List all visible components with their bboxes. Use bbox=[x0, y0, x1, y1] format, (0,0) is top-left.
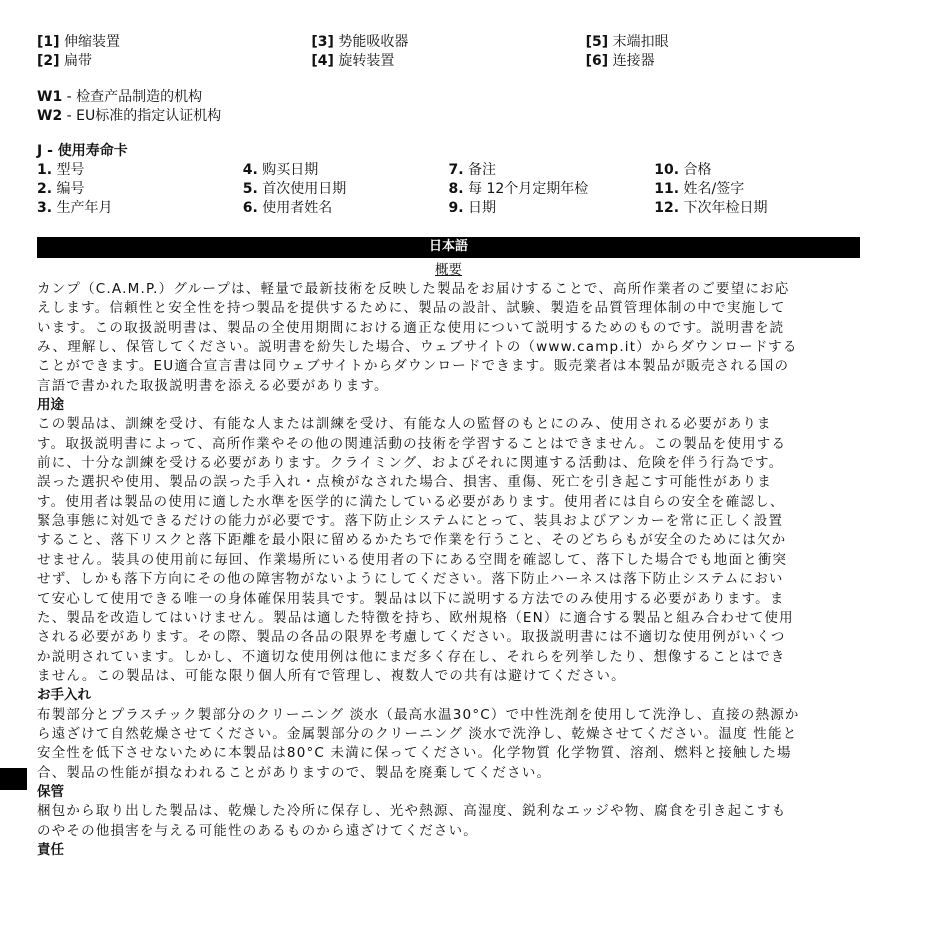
component-label: 连接器 bbox=[612, 53, 655, 69]
component-item bbox=[37, 52, 311, 71]
lifecard-label: 日期 bbox=[463, 200, 497, 216]
text-line: て安心して使用できる唯一の身体確保用装具です。製品は以下に説明する方法でのみ使用する必要があります。ま bbox=[37, 590, 785, 607]
component-label: 末端扣眼 bbox=[612, 34, 669, 50]
page-edge-tab bbox=[0, 768, 27, 790]
lifecard-item bbox=[243, 161, 449, 180]
text-line: か説明されています。しかし、不適切な使用例は他にまだ多く存在し、それらを列挙したり、想像することはでき bbox=[37, 648, 786, 665]
component-number: [2] bbox=[37, 53, 60, 69]
marking-label: - EU标准的指定认证机构 bbox=[62, 108, 222, 124]
text-line: される必要があります。その際、製品の各品の限界を考慮してください。取扱説明書には不適切な使用例がいくつ bbox=[37, 629, 786, 646]
text-line: カンプ（C.A.M.P.）グループは、軽量で最新技術を反映した製品をお届けすることで、高所作業者のご要望にお応 bbox=[37, 281, 790, 297]
storage-heading: 保管 bbox=[37, 783, 64, 800]
text-line: す。取扱説明書によって、高所作業やその他の関連活動の技術を学習することはできません。この製品を使用する bbox=[37, 435, 787, 452]
overview-paragraph bbox=[37, 280, 860, 396]
component-item bbox=[311, 52, 585, 71]
marking-label: - 检查产品制造的机构 bbox=[62, 89, 203, 105]
component-label: 伸缩装置 bbox=[64, 34, 120, 50]
lifecard-item bbox=[37, 199, 243, 218]
components-col-2 bbox=[311, 33, 585, 71]
marking-code: W1 bbox=[37, 89, 63, 105]
care-heading: お手入れ bbox=[37, 687, 91, 704]
lifecard-legend bbox=[37, 161, 860, 218]
text-line: 梱包から取り出した製品は、乾燥した冷所に保存し、光や熱源、高湿度、鋭利なエッジや物、腐食を引き起こすも bbox=[37, 803, 787, 820]
lifecard-item bbox=[37, 180, 243, 199]
lifecard-number: 4. bbox=[242, 162, 258, 178]
lifecard-col-4 bbox=[654, 161, 860, 218]
text-line: せず、しかも落下方向にその他の障害物がないようにしてください。落下防止ハーネスは落下防止システムにおい bbox=[37, 571, 784, 588]
lifecard-number: 5. bbox=[242, 181, 258, 197]
component-label: 势能吸收器 bbox=[338, 34, 409, 50]
marking-code: W2 bbox=[37, 108, 63, 124]
lifecard-number: 6. bbox=[242, 200, 258, 216]
text-line: た、製品を改造してはいけません。製品は適した特徴を持ち、欧州規格（EN）に適合する製品と組み合わせて使用 bbox=[37, 609, 794, 626]
component-number: [6] bbox=[585, 53, 609, 69]
lifecard-item bbox=[243, 180, 449, 199]
lifecard-label: 每 12个月定期年检 bbox=[463, 181, 589, 197]
lifecard-number: 8. bbox=[448, 181, 464, 197]
lifecard-label: 合格 bbox=[679, 162, 712, 178]
lifecard-number: 3. bbox=[37, 200, 53, 216]
component-number: [1] bbox=[37, 34, 60, 50]
text-line: せません。装具の使用前に毎回、作業場所にいる使用者の下にある空間を確認して、落下した場合でも地面と衝突 bbox=[37, 551, 788, 568]
text-line: す。使用者は製品の使用に適した水準を医学的に満たしている必要があります。使用者には自らの安全を確認し、 bbox=[37, 493, 785, 510]
text-line: 言語で書かれた取扱説明書を添える必要があります。 bbox=[37, 377, 389, 394]
lifecard-col-1 bbox=[37, 161, 243, 218]
lifecard-number: 1. bbox=[37, 162, 53, 178]
lifecard-label: 姓名/签字 bbox=[679, 181, 745, 197]
lifecard-label: 型号 bbox=[52, 162, 85, 178]
manual-page bbox=[37, 33, 860, 860]
text-line: 布製部分とプラスチック製部分のクリーニング 淡水（最高水温30°C）で中性洗剤を使用して洗浄し、直接の熱源か bbox=[37, 706, 800, 723]
lifecard-label: 生产年月 bbox=[52, 200, 113, 216]
marking-item bbox=[37, 88, 860, 107]
language-bar: 日本語 bbox=[37, 237, 860, 258]
text-line: 安全性を低下させないために本製品は80°C 未満に保ってください。化学物質 化学物質、溶剤、燃料と接触した場 bbox=[37, 745, 792, 762]
text-line: えします。信頼性と安全性を持つ製品を提供するために、製品の設計、試験、製造を品質管理体制の中で実施して bbox=[37, 300, 786, 317]
lifecard-number: 11. bbox=[654, 181, 680, 197]
lifecard-item bbox=[37, 161, 243, 180]
storage-paragraph bbox=[37, 802, 860, 841]
marking-legend bbox=[37, 88, 860, 126]
lifecard-col-3 bbox=[449, 161, 655, 218]
text-line: ら遠ざけて自然乾燥させてください。金属製部分のクリーニング 淡水で洗浄し、乾燥させてください。温度 性能と bbox=[37, 725, 798, 742]
lifecard-label: 备注 bbox=[463, 162, 497, 178]
component-item bbox=[586, 33, 860, 52]
lifecard-number: 12. bbox=[654, 200, 680, 216]
text-line: この製品は、訓練を受け、有能な人または訓練を受け、有能な人の監督のもとにのみ、使用される必要がありま bbox=[37, 416, 772, 433]
text-line: のやその他損害を与える可能性のあるものから遠ざけてください。 bbox=[37, 822, 478, 839]
text-line: 誤った選択や使用、製品の誤った手入れ・点検がなされた場合、損害、重傷、死亡を引き起こす可能性がありま bbox=[37, 474, 772, 491]
liability-heading: 責任 bbox=[37, 841, 64, 858]
lifecard-item bbox=[654, 199, 860, 218]
text-line: み、理解し、保管してください。説明書を紛失した場合、ウェブサイトの（www.camp.it）からダウンロードする bbox=[37, 339, 798, 356]
text-line: ません。この製品は、可能な限り個人所有で管理し、複数人での共有は避けてください。 bbox=[37, 667, 626, 684]
components-col-3 bbox=[586, 33, 860, 71]
component-label: 旋转装置 bbox=[338, 53, 395, 69]
text-line: すること、落下リスクと落下距離を最小限に留めるかたちで作業を行うこと、そのどちらもが安全のためには欠か bbox=[37, 532, 787, 549]
component-item bbox=[311, 33, 585, 52]
lifecard-label: 下次年检日期 bbox=[679, 200, 768, 216]
text-line: 緊急事態に対処できるだけの能力が必要です。落下防止システムにとって、装具およびアンカーを常に正しく設置 bbox=[37, 513, 784, 530]
component-number: [3] bbox=[311, 34, 334, 50]
lifecard-item bbox=[654, 161, 860, 180]
lifecard-title: J - 使用寿命卡 bbox=[37, 143, 128, 159]
lifecard-number: 2. bbox=[37, 181, 53, 197]
lifecard-number: 7. bbox=[448, 162, 464, 178]
components-col-1 bbox=[37, 33, 311, 71]
lifecard-number: 9. bbox=[448, 200, 464, 216]
lifecard-label: 编号 bbox=[52, 181, 85, 197]
lifecard-item bbox=[449, 199, 655, 218]
lifecard-item bbox=[243, 199, 449, 218]
component-item bbox=[586, 52, 860, 71]
component-number: [4] bbox=[311, 53, 334, 69]
lifecard-item bbox=[449, 180, 655, 199]
overview-title: 概要 bbox=[435, 262, 462, 278]
lifecard-item bbox=[654, 180, 860, 199]
text-line: ことができます。EU適合宣言書は同ウェブサイトからダウンロードできます。販売業者は本製品が販売される国の bbox=[37, 358, 790, 375]
lifecard-label: 首次使用日期 bbox=[257, 181, 347, 197]
text-line: 前に、十分な訓練を受ける必要があります。クライミング、およびそれに関連する活動は、危険を伴う行為です。 bbox=[37, 455, 784, 472]
lifecard-label: 使用者姓名 bbox=[257, 200, 333, 216]
component-number: [5] bbox=[585, 34, 609, 50]
components-legend bbox=[37, 33, 860, 71]
text-line: 合、製品の性能が損なわれることがありますので、製品を廃棄してください。 bbox=[37, 764, 552, 781]
care-paragraph bbox=[37, 706, 860, 783]
component-label: 扁带 bbox=[64, 53, 92, 69]
lifecard-label: 购买日期 bbox=[257, 162, 319, 178]
component-item bbox=[37, 33, 311, 52]
lifecard-number: 10. bbox=[654, 162, 680, 178]
use-heading: 用途 bbox=[37, 397, 64, 414]
marking-item bbox=[37, 107, 860, 126]
lifecard-item bbox=[449, 161, 655, 180]
text-line: います。この取扱説明書は、製品の全使用期間における適正な使用について説明するためのものです。説明書を読 bbox=[37, 319, 785, 336]
use-paragraph bbox=[37, 415, 860, 686]
lifecard-col-2 bbox=[243, 161, 449, 218]
